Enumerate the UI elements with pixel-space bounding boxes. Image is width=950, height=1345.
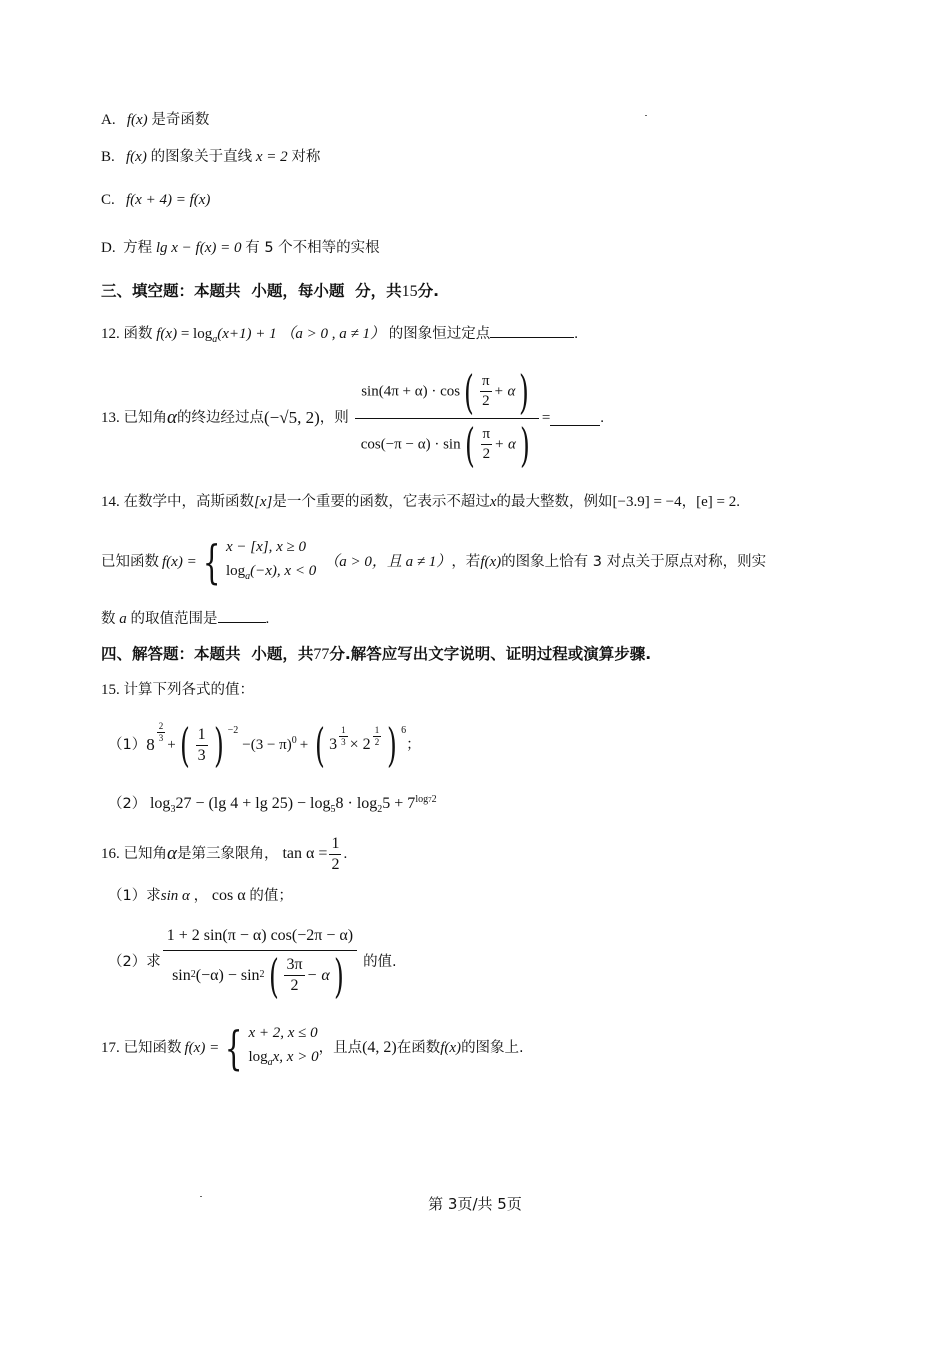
math-subscript: a xyxy=(212,334,218,345)
case-row: x − [x], x ≥ 0 xyxy=(225,539,306,555)
math-condition: （a > 0，且 a ≠ 1） xyxy=(324,554,452,570)
question-15-part1 xyxy=(108,715,421,775)
paren: ( xyxy=(464,364,475,419)
heading-text: 小题，每小题 xyxy=(251,282,345,300)
question-number: 15. xyxy=(101,682,120,698)
fraction-denominator: 2 xyxy=(482,446,491,462)
math-fraction xyxy=(329,834,341,875)
question-16-part2 xyxy=(108,924,397,1003)
part-label: （1） xyxy=(108,737,147,753)
math-op: + xyxy=(167,737,176,753)
question-text: 函数 xyxy=(123,326,153,342)
math-expr: + α xyxy=(494,435,516,452)
math-expr: sin xyxy=(172,966,191,984)
math-expr: 8 xyxy=(146,735,155,754)
question-text: 数 xyxy=(101,611,116,627)
heading-text: 小题，共 xyxy=(251,645,314,663)
math-op: + xyxy=(299,737,309,753)
question-16 xyxy=(101,830,347,878)
heading-text: 四、解答题：本题共 xyxy=(101,645,241,663)
math-expr: (−x), x < 0 xyxy=(250,563,317,579)
option-expr: f(x) xyxy=(126,112,148,128)
part-label: （2） xyxy=(108,796,147,812)
math-expr: sin(4π + α) · cos xyxy=(361,382,461,399)
heading-total: 15 xyxy=(401,283,418,300)
question-13 xyxy=(101,364,605,472)
math-expr: [x] xyxy=(254,494,273,510)
heading-text: 分，共 xyxy=(355,282,402,300)
math-subscript: a xyxy=(245,571,251,582)
question-number: 17. xyxy=(101,1040,120,1056)
question-end: ； xyxy=(406,737,421,753)
option-label: D. xyxy=(101,240,116,256)
question-number: 16. xyxy=(101,846,120,862)
question-text: 已知角 xyxy=(123,846,167,862)
question-text: ， xyxy=(681,494,697,510)
scan-dot xyxy=(645,115,647,116)
paren: ( xyxy=(315,718,326,772)
math-exponent xyxy=(373,725,382,749)
fraction-denominator xyxy=(355,417,540,472)
question-text: ， xyxy=(193,888,209,904)
question-text: 的图象上恰有 3 对点关于原点对称，则实 xyxy=(501,554,767,570)
question-text: 的值. xyxy=(363,954,397,970)
part-label: （2）求 xyxy=(108,954,161,970)
question-text: 的值； xyxy=(249,888,293,904)
paren: ) xyxy=(519,417,530,472)
case-row xyxy=(248,1045,318,1075)
math-subscript: 3 xyxy=(170,804,176,815)
fraction-numerator: 3π xyxy=(284,955,304,976)
answer-blank[interactable] xyxy=(550,411,600,426)
math-expr: sin α xyxy=(160,888,190,904)
math-subscript: 2 xyxy=(377,804,383,815)
question-15-part2 xyxy=(108,790,437,820)
option-expr: f(x) xyxy=(126,149,147,165)
question-text: ，且点 xyxy=(318,1040,363,1056)
question-text: 计算下列各式的值： xyxy=(123,682,254,698)
math-exponent: 6 xyxy=(401,725,407,736)
math-expr: cos(−π − α) · sin xyxy=(360,435,461,452)
math-expr: (x+1) + 1 xyxy=(217,326,277,342)
fraction-denominator xyxy=(170,948,350,1003)
fraction-numerator: 1 xyxy=(373,725,382,737)
question-end: . xyxy=(343,846,348,862)
paren: ) xyxy=(333,948,344,1003)
question-text: 的终边经过点 xyxy=(176,410,264,426)
question-14-line3 xyxy=(101,608,269,629)
math-exponent xyxy=(415,794,436,805)
math-expr: 27 − (lg 4 + lg 25) − log xyxy=(175,795,331,812)
paren: ) xyxy=(213,718,224,772)
math-expr: = log xyxy=(180,326,213,342)
fraction-numerator: 1 xyxy=(196,725,208,746)
option-text: 对称 xyxy=(291,149,321,165)
fraction-denominator: 2 xyxy=(374,737,380,748)
option-text: 的图象关于直线 xyxy=(150,149,253,165)
fraction-numerator: 1 + 2 sin(π − α) cos(−2π − α) xyxy=(163,926,357,951)
option-b xyxy=(101,147,320,167)
math-expr: x xyxy=(489,494,497,510)
option-text: 方程 xyxy=(123,240,153,256)
math-fraction xyxy=(480,372,492,411)
math-exponent xyxy=(339,725,348,749)
math-expr: + α xyxy=(493,382,516,399)
question-text: ，则 xyxy=(319,410,349,426)
math-expr: f(x) xyxy=(440,1040,462,1056)
question-end: . xyxy=(600,410,605,426)
math-point: (4, 2) xyxy=(362,1039,397,1056)
question-text: 在函数 xyxy=(396,1040,441,1056)
case-row: x + 2, x ≤ 0 xyxy=(248,1025,318,1041)
fraction-denominator: 3 xyxy=(158,733,164,744)
math-fraction xyxy=(284,955,304,996)
math-expr: log xyxy=(248,1049,268,1065)
math-subscript: 5 xyxy=(330,804,336,815)
question-text: ，若 xyxy=(451,554,481,570)
question-text: 是第三象限角， xyxy=(176,846,279,862)
option-eq: lg x − f(x) = 0 xyxy=(155,240,242,256)
math-expr: f(x) = xyxy=(162,554,197,570)
question-text: 的取值范围是 xyxy=(130,611,218,627)
question-text: 在数学中，高斯函数 xyxy=(123,494,254,510)
math-expr: tan α = xyxy=(282,845,328,862)
piecewise-cases xyxy=(226,535,316,589)
math-fraction xyxy=(481,425,493,464)
question-end: . xyxy=(736,494,740,510)
fraction-denominator: 2 xyxy=(290,977,299,994)
question-end: . xyxy=(265,611,270,627)
math-condition: （a > 0 , a ≠ 1） xyxy=(280,326,385,342)
fraction-denominator: 2 xyxy=(482,393,490,409)
option-text: 是奇函数 xyxy=(151,112,210,128)
question-text: 是一个重要的函数，它表示不超过 xyxy=(272,494,490,510)
option-label: B. xyxy=(101,149,115,165)
heading-total: 77 xyxy=(313,646,330,663)
question-end: . xyxy=(574,326,578,342)
math-expr: x, x > 0 xyxy=(272,1049,319,1065)
case-row xyxy=(226,559,316,589)
math-expr: f(x) xyxy=(156,326,178,342)
option-text: 有 5 个不相等的实根 xyxy=(245,240,380,256)
math-exponent: 2 xyxy=(190,969,196,981)
math-subscript: 7 xyxy=(428,796,432,804)
fraction-numerator: 1 xyxy=(329,834,341,855)
option-label: A. xyxy=(101,112,116,128)
math-expr: − α xyxy=(306,966,330,984)
option-label: C. xyxy=(101,192,115,208)
brace: { xyxy=(225,1021,243,1075)
question-text: 的最大整数，例如 xyxy=(496,494,613,510)
fraction-numerator: 2 xyxy=(157,721,166,733)
math-example: [e] = 2 xyxy=(696,494,737,510)
question-text: 已知函数 xyxy=(123,1040,182,1056)
paren: ( xyxy=(268,948,279,1003)
piecewise-cases xyxy=(248,1021,318,1075)
option-eq: x = 2 xyxy=(255,149,288,165)
section-heading-fill-in xyxy=(101,281,439,302)
question-14-line2 xyxy=(101,532,766,592)
math-alpha: α xyxy=(167,407,177,428)
math-exponent: 2 xyxy=(259,969,265,981)
question-16-part1 xyxy=(108,886,293,906)
math-expr: 3 xyxy=(329,736,338,753)
math-fraction xyxy=(355,364,540,472)
question-number: 14. xyxy=(101,494,120,510)
fraction-numerator xyxy=(355,364,539,419)
fraction-denominator: 3 xyxy=(341,737,346,748)
question-number: 12. xyxy=(101,326,120,342)
math-expr: f(x) = xyxy=(184,1040,220,1056)
heading-text: 分.解答应写出文字说明、证明过程或演算步骤. xyxy=(329,645,652,663)
math-expr: f(x) xyxy=(480,554,502,570)
paren: ) xyxy=(519,364,530,419)
heading-text: 分. xyxy=(417,282,440,300)
option-d xyxy=(101,238,380,258)
question-12 xyxy=(101,323,578,350)
fraction-numerator: π xyxy=(480,372,492,392)
heading-text: 三、填空题：本题共 xyxy=(101,282,241,300)
option-c xyxy=(101,190,210,210)
math-expr: 8 · log xyxy=(335,795,378,812)
section-heading-answer xyxy=(101,644,651,665)
question-17 xyxy=(101,1018,524,1078)
paren: ( xyxy=(464,417,475,472)
option-expr: f(x + 4) = f(x) xyxy=(126,192,211,208)
math-exponent: −2 xyxy=(227,725,239,736)
math-expr: 5 + 7 xyxy=(382,795,416,812)
math-expr: 2 xyxy=(431,794,437,805)
math-expr: log xyxy=(415,794,429,805)
math-expr: −(3 − π) xyxy=(242,737,292,753)
math-expr: × 2 xyxy=(349,736,371,753)
math-alpha: α xyxy=(167,843,177,864)
answer-blank[interactable] xyxy=(218,608,266,623)
math-exponent xyxy=(157,721,166,745)
math-expr: log xyxy=(225,563,246,579)
fraction-denominator: 2 xyxy=(331,855,340,873)
math-example: [−3.9] = −4 xyxy=(612,494,682,510)
math-point: (−√5, 2) xyxy=(263,408,320,427)
math-eq: = xyxy=(541,410,551,426)
math-subscript: a xyxy=(267,1057,273,1068)
math-fraction xyxy=(163,926,357,1003)
brace: { xyxy=(202,535,221,589)
math-expr: (−α) − sin xyxy=(195,966,260,984)
fraction-numerator: π xyxy=(481,425,493,445)
question-text: 已知函数 xyxy=(101,554,159,570)
question-15 xyxy=(101,680,254,700)
paren: ) xyxy=(387,718,398,772)
math-expr: log xyxy=(149,795,171,812)
option-a xyxy=(101,110,209,130)
paren: ( xyxy=(179,718,190,772)
math-expr: cos α xyxy=(211,887,246,904)
fraction-numerator: 1 xyxy=(339,725,348,737)
math-fraction xyxy=(196,725,208,766)
question-text: 已知角 xyxy=(123,410,167,426)
question-text: 的图象上. xyxy=(461,1040,524,1056)
question-text: 的图象恒过定点 xyxy=(388,326,491,342)
question-14 xyxy=(101,492,740,512)
math-expr: a xyxy=(119,611,127,627)
math-exponent: 0 xyxy=(291,735,297,746)
page-footer: 第 3页/共 5页 xyxy=(428,1195,522,1213)
question-number: 13. xyxy=(101,410,120,426)
fraction-denominator: 3 xyxy=(197,746,206,764)
part-label: （1）求 xyxy=(108,888,161,904)
answer-blank[interactable] xyxy=(490,323,574,338)
